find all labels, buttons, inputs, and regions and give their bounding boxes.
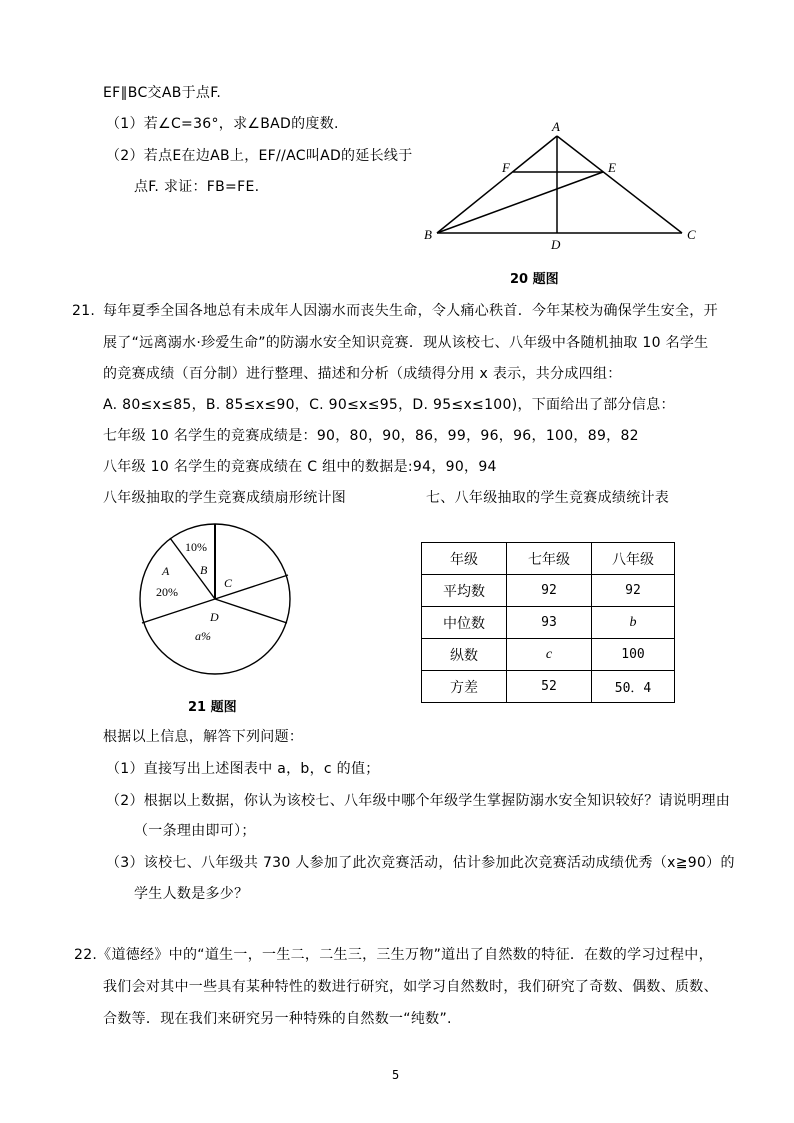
- header-grade8: 八年级: [592, 543, 675, 575]
- q21-sub2-line1: （2）根据以上数据，你认为该校七、八年级中哪个年级学生掌握防溺水安全知识较好？请说明理由: [106, 793, 731, 809]
- label-E: E: [608, 160, 616, 175]
- q20-intro: EF∥BC交AB于点F.: [103, 85, 222, 101]
- row-label-median: 中位数: [422, 607, 507, 639]
- q21-sub1: （1）直接写出上述图表中 a，b，c 的值；: [106, 761, 380, 777]
- q20-figure-caption: 20 题图: [510, 272, 559, 287]
- cell-grade8-mean: 92: [592, 575, 675, 607]
- table-row: [422, 671, 675, 703]
- q22-line3: 合数等．现在我们来研究另一种特殊的自然数一“纯数”.: [103, 1011, 452, 1027]
- table-row: [422, 607, 675, 639]
- q21-pie-chart: [0, 510, 400, 690]
- q20-triangle-figure: [0, 0, 794, 300]
- row-label-mode: 纵数: [422, 639, 507, 671]
- cell-grade7-mode: c: [507, 639, 592, 671]
- q21-groups: A. 80≤x≤85，B. 85≤x≤90，C. 90≤x≤95，D. 95≤x≤100)，下面给出了部分信息：: [103, 397, 675, 413]
- q21-number: 21.: [72, 303, 96, 319]
- pie-C-label: C: [224, 576, 233, 590]
- q21-para3: 的竞赛成绩（百分制）进行整理、描述和分析（成绩得分用 x 表示，共分成四组：: [103, 366, 622, 382]
- q21-sub3-line1: （3）该校七、八年级共 730 人参加了此次竞赛活动，估计参加此次竞赛活动成绩优秀（x≧90）的: [106, 855, 735, 871]
- row-label-mean: 平均数: [422, 575, 507, 607]
- row-label-variance: 方差: [422, 671, 507, 703]
- label-B: B: [424, 227, 432, 242]
- pie-D-pct: a%: [195, 629, 211, 643]
- cell-grade7-mean: 92: [507, 575, 592, 607]
- q21-figure-caption: 21 题图: [188, 700, 237, 715]
- q21-sub2-line2: （一条理由即可）；: [134, 823, 256, 839]
- table-header-row: [422, 543, 675, 575]
- cell-grade8-median: b: [592, 607, 675, 639]
- cell-grade7-variance: 52: [507, 671, 592, 703]
- pie-A-label: A: [162, 564, 170, 578]
- label-D: D: [551, 237, 561, 252]
- pie-B-label: B: [200, 563, 208, 577]
- page-number: 5: [392, 1068, 400, 1082]
- q20-part2-line1: （2）若点E在边AB上，EF//AC叫AD的延长线于: [106, 148, 413, 164]
- label-A: A: [552, 119, 560, 134]
- q21-grade7-scores: 七年级 10 名学生的竞赛成绩是：90，80，90，86，99，96，96，100，89，82: [103, 428, 639, 444]
- cell-grade8-variance: 50．4: [592, 671, 675, 703]
- table-row: [422, 575, 675, 607]
- q21-para2: 展了“远离溺水·珍爱生命”的防溺水安全知识竞赛．现从该校七、八年级中各随机抽取 10 名学生: [103, 335, 709, 351]
- pie-A-pct: 20%: [156, 585, 178, 599]
- q22-line2: 我们会对其中一些具有某种特性的数进行研究，如学习自然数时，我们研究了奇数、偶数、质数、: [103, 979, 718, 995]
- label-C: C: [687, 227, 696, 242]
- cell-grade8-mode: 100: [592, 639, 675, 671]
- q21-sub3-line2: 学生人数是多少？: [134, 886, 249, 902]
- q20-part2-line2: 点F. 求证：FB=FE.: [134, 179, 260, 195]
- q20-part1: （1）若∠C=36°，求∠BAD的度数.: [106, 116, 339, 132]
- pie-chart-title: 八年级抽取的学生竞赛成绩扇形统计图: [103, 490, 347, 506]
- pie-D-label: D: [210, 610, 219, 624]
- cell-grade7-median: 93: [507, 607, 592, 639]
- pie-B-pct: 10%: [185, 540, 207, 554]
- q21-para1: 每年夏季全国各地总有未成年人因溺水而丧失生命，令人痛心秩首．今年某校为确保学生安全，开: [103, 303, 718, 319]
- header-grade7: 七年级: [507, 543, 592, 575]
- table-title: 七、八年级抽取的学生竞赛成绩统计表: [426, 490, 670, 506]
- q21-prompt: 根据以上信息，解答下列问题：: [103, 729, 304, 745]
- q22-line1: 22.《道德经》中的“道生一，一生二，二生三，三生万物”道出了自然数的特征．在数的学习过程中，: [74, 947, 713, 963]
- label-F: F: [502, 160, 510, 175]
- header-grade: 年级: [422, 543, 507, 575]
- q21-grade8-c-group: 八年级 10 名学生的竞赛成绩在 C 组中的数据是:94，90，94: [103, 459, 497, 475]
- stats-table: [421, 542, 675, 703]
- table-row: [422, 639, 675, 671]
